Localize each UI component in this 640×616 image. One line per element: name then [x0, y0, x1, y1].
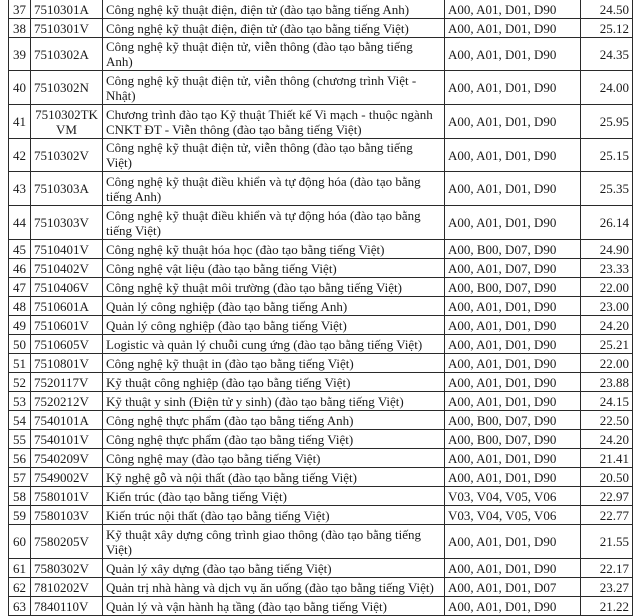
- table-row: [9, 525, 633, 559]
- major-name-cell: Chương trình đào tạo Kỹ thuật Thiết kế Vi mạch - thuộc ngành CNKT ĐT - Viễn thông (đào tạo bằng tiếng Việt): [103, 105, 445, 139]
- major-name-cell: Kỹ thuật xây dựng công trình giao thông (đào tạo bằng tiếng Việt): [103, 525, 445, 559]
- major-name-cell: Công nghệ kỹ thuật điện, điện tử (đào tạo bằng tiếng Anh): [103, 0, 445, 19]
- row-number-cell: 58: [9, 487, 31, 506]
- subject-combination-cell: A00, A01, D01, D90: [445, 525, 581, 559]
- cutoff-score-cell: 22.77: [581, 506, 633, 525]
- major-code-cell: 7510302N: [31, 71, 103, 105]
- subject-combination-cell: A00, A01, D01, D90: [445, 354, 581, 373]
- table-row: [9, 411, 633, 430]
- major-code-cell: 7510303A: [31, 172, 103, 206]
- cutoff-score-cell: 26.14: [581, 206, 633, 240]
- table-row: [9, 38, 633, 71]
- major-code-cell: 7549002V: [31, 468, 103, 487]
- major-code-cell: 7510301A: [31, 0, 103, 19]
- row-number-cell: 44: [9, 206, 31, 240]
- table-row: [9, 105, 633, 139]
- major-name-cell: Công nghệ kỹ thuật điều khiển và tự động hóa (đào tạo bằng tiếng Anh): [103, 172, 445, 206]
- major-name-cell: Quản trị nhà hàng và dịch vụ ăn uống (đào tạo bằng tiếng Việt): [103, 578, 445, 597]
- row-number-cell: 41: [9, 105, 31, 139]
- table-row: [9, 278, 633, 297]
- subject-combination-cell: A00, B00, D07, D90: [445, 430, 581, 449]
- subject-combination-cell: A00, A01, D01, D90: [445, 105, 581, 139]
- table-row: [9, 392, 633, 411]
- cutoff-score-cell: 25.35: [581, 172, 633, 206]
- major-code-cell: 7580101V: [31, 487, 103, 506]
- major-name-cell: Công nghệ kỹ thuật điện tử, viễn thông (đào tạo bằng tiếng Việt): [103, 139, 445, 172]
- subject-combination-cell: A00, A01, D01, D90: [445, 559, 581, 578]
- row-number-cell: 45: [9, 240, 31, 259]
- major-code-cell: 7510302A: [31, 38, 103, 71]
- major-name-cell: Công nghệ thực phẩm (đào tạo bằng tiếng Anh): [103, 411, 445, 430]
- table-row: [9, 0, 633, 19]
- row-number-cell: 61: [9, 559, 31, 578]
- subject-combination-cell: A00, A01, D01, D90: [445, 19, 581, 38]
- table-row: [9, 559, 633, 578]
- major-code-cell: 7520212V: [31, 392, 103, 411]
- cutoff-score-cell: 22.00: [581, 354, 633, 373]
- major-code-cell: 7840110V: [31, 597, 103, 616]
- subject-combination-cell: A00, A01, D01, D07: [445, 578, 581, 597]
- major-code-cell: 7580302V: [31, 559, 103, 578]
- major-code-cell: 7510601V: [31, 316, 103, 335]
- cutoff-score-cell: 20.50: [581, 468, 633, 487]
- major-name-cell: Kiến trúc (đào tạo bằng tiếng Việt): [103, 487, 445, 506]
- cutoff-score-cell: 22.97: [581, 487, 633, 506]
- row-number-cell: 56: [9, 449, 31, 468]
- row-number-cell: 47: [9, 278, 31, 297]
- major-code-cell: 7540209V: [31, 449, 103, 468]
- subject-combination-cell: A00, A01, D07, D90: [445, 259, 581, 278]
- cutoff-score-cell: 21.41: [581, 449, 633, 468]
- major-code-cell: 7810202V: [31, 578, 103, 597]
- major-code-cell: 7540101A: [31, 411, 103, 430]
- row-number-cell: 53: [9, 392, 31, 411]
- cutoff-score-cell: 22.17: [581, 559, 633, 578]
- subject-combination-cell: A00, A01, D01, D90: [445, 597, 581, 616]
- major-code-cell: 7520117V: [31, 373, 103, 392]
- cutoff-score-cell: 23.33: [581, 259, 633, 278]
- major-code-cell: 7510601A: [31, 297, 103, 316]
- major-code-cell: 7510302TK VM: [31, 105, 103, 139]
- cutoff-score-cell: 21.22: [581, 597, 633, 616]
- subject-combination-cell: A00, A01, D01, D90: [445, 139, 581, 172]
- table-row: [9, 578, 633, 597]
- row-number-cell: 48: [9, 297, 31, 316]
- table-row: [9, 335, 633, 354]
- table-row: [9, 597, 633, 616]
- row-number-cell: 40: [9, 71, 31, 105]
- major-name-cell: Logistic và quản lý chuỗi cung ứng (đào tạo bằng tiếng Việt): [103, 335, 445, 354]
- subject-combination-cell: A00, A01, D01, D90: [445, 206, 581, 240]
- row-number-cell: 49: [9, 316, 31, 335]
- major-code-cell: 7510302V: [31, 139, 103, 172]
- row-number-cell: 38: [9, 19, 31, 38]
- subject-combination-cell: V03, V04, V05, V06: [445, 487, 581, 506]
- cutoff-score-cell: 22.00: [581, 278, 633, 297]
- major-name-cell: Quản lý công nghiệp (đào tạo bằng tiếng Anh): [103, 297, 445, 316]
- major-code-cell: 7580205V: [31, 525, 103, 559]
- cutoff-score-cell: 23.27: [581, 578, 633, 597]
- major-code-cell: 7510801V: [31, 354, 103, 373]
- subject-combination-cell: A00, A01, D01, D90: [445, 316, 581, 335]
- table-row: [9, 449, 633, 468]
- row-number-cell: 59: [9, 506, 31, 525]
- table-row: [9, 430, 633, 449]
- major-name-cell: Công nghệ may (đào tạo bằng tiếng Việt): [103, 449, 445, 468]
- major-code-cell: 7540101V: [31, 430, 103, 449]
- subject-combination-cell: A00, B00, D07, D90: [445, 240, 581, 259]
- subject-combination-cell: A00, A01, D01, D90: [445, 373, 581, 392]
- major-name-cell: Quản lý và vận hành hạ tầng (đào tạo bằng tiếng Việt): [103, 597, 445, 616]
- table-row: [9, 139, 633, 172]
- row-number-cell: 37: [9, 0, 31, 19]
- major-code-cell: 7510301V: [31, 19, 103, 38]
- subject-combination-cell: A00, A01, D01, D90: [445, 468, 581, 487]
- major-code-cell: 7510406V: [31, 278, 103, 297]
- admission-scores-table: [8, 0, 633, 616]
- cutoff-score-cell: 23.88: [581, 373, 633, 392]
- row-number-cell: 52: [9, 373, 31, 392]
- row-number-cell: 50: [9, 335, 31, 354]
- table-body: [9, 0, 633, 616]
- cutoff-score-cell: 24.90: [581, 240, 633, 259]
- subject-combination-cell: A00, A01, D01, D90: [445, 38, 581, 71]
- cutoff-score-cell: 24.20: [581, 316, 633, 335]
- table-row: [9, 487, 633, 506]
- subject-combination-cell: A00, B00, D07, D90: [445, 411, 581, 430]
- table-row: [9, 316, 633, 335]
- major-name-cell: Công nghệ kỹ thuật điện tử, viễn thông (đào tạo bằng tiếng Anh): [103, 38, 445, 71]
- major-name-cell: Công nghệ kỹ thuật điện tử, viễn thông (chương trình Việt - Nhật): [103, 71, 445, 105]
- major-name-cell: Công nghệ kỹ thuật in (đào tạo bằng tiếng Việt): [103, 354, 445, 373]
- subject-combination-cell: A00, A01, D01, D90: [445, 71, 581, 105]
- major-name-cell: Công nghệ thực phẩm (đào tạo bằng tiếng Việt): [103, 430, 445, 449]
- table-row: [9, 468, 633, 487]
- table-row: [9, 259, 633, 278]
- row-number-cell: 46: [9, 259, 31, 278]
- major-name-cell: Công nghệ kỹ thuật môi trường (đào tạo bằng tiếng Việt): [103, 278, 445, 297]
- major-name-cell: Kỹ nghệ gỗ và nội thất (đào tạo bằng tiếng Việt): [103, 468, 445, 487]
- row-number-cell: 43: [9, 172, 31, 206]
- major-code-cell: 7510401V: [31, 240, 103, 259]
- major-name-cell: Kỹ thuật y sinh (Điện tử y sinh) (đào tạo bằng tiếng Việt): [103, 392, 445, 411]
- row-number-cell: 62: [9, 578, 31, 597]
- major-name-cell: Công nghệ kỹ thuật hóa học (đào tạo bằng tiếng Việt): [103, 240, 445, 259]
- major-name-cell: Kiến trúc nội thất (đào tạo bằng tiếng Việt): [103, 506, 445, 525]
- row-number-cell: 39: [9, 38, 31, 71]
- major-name-cell: Kỹ thuật công nghiệp (đào tạo bằng tiếng Việt): [103, 373, 445, 392]
- cutoff-score-cell: 24.00: [581, 71, 633, 105]
- row-number-cell: 63: [9, 597, 31, 616]
- major-code-cell: 7510303V: [31, 206, 103, 240]
- major-code-cell: 7510402V: [31, 259, 103, 278]
- major-name-cell: Công nghệ vật liệu (đào tạo bằng tiếng Việt): [103, 259, 445, 278]
- subject-combination-cell: A00, A01, D01, D90: [445, 0, 581, 19]
- cutoff-score-cell: 25.12: [581, 19, 633, 38]
- subject-combination-cell: A00, A01, D01, D90: [445, 392, 581, 411]
- table-row: [9, 71, 633, 105]
- cutoff-score-cell: 25.95: [581, 105, 633, 139]
- row-number-cell: 54: [9, 411, 31, 430]
- table-row: [9, 19, 633, 38]
- subject-combination-cell: V03, V04, V05, V06: [445, 506, 581, 525]
- subject-combination-cell: A00, A01, D01, D90: [445, 297, 581, 316]
- row-number-cell: 57: [9, 468, 31, 487]
- cutoff-score-cell: 23.00: [581, 297, 633, 316]
- subject-combination-cell: A00, A01, D01, D90: [445, 449, 581, 468]
- cutoff-score-cell: 25.21: [581, 335, 633, 354]
- table-row: [9, 354, 633, 373]
- subject-combination-cell: A00, B00, D07, D90: [445, 278, 581, 297]
- table-row: [9, 297, 633, 316]
- major-name-cell: Công nghệ kỹ thuật điện, điện tử (đào tạo bằng tiếng Việt): [103, 19, 445, 38]
- cutoff-score-cell: 21.55: [581, 525, 633, 559]
- cutoff-score-cell: 24.50: [581, 0, 633, 19]
- major-code-cell: 7580103V: [31, 506, 103, 525]
- table-row: [9, 506, 633, 525]
- cutoff-score-cell: 25.15: [581, 139, 633, 172]
- row-number-cell: 55: [9, 430, 31, 449]
- row-number-cell: 60: [9, 525, 31, 559]
- table-row: [9, 373, 633, 392]
- major-name-cell: Công nghệ kỹ thuật điều khiển và tự động hóa (đào tạo bằng tiếng Việt): [103, 206, 445, 240]
- table-row: [9, 172, 633, 206]
- major-name-cell: Quản lý xây dựng (đào tạo bằng tiếng Việt): [103, 559, 445, 578]
- table-row: [9, 240, 633, 259]
- cutoff-score-cell: 22.50: [581, 411, 633, 430]
- cutoff-score-cell: 24.15: [581, 392, 633, 411]
- table-row: [9, 206, 633, 240]
- subject-combination-cell: A00, A01, D01, D90: [445, 335, 581, 354]
- cutoff-score-cell: 24.35: [581, 38, 633, 71]
- major-name-cell: Quản lý công nghiệp (đào tạo bằng tiếng Việt): [103, 316, 445, 335]
- subject-combination-cell: A00, A01, D01, D90: [445, 172, 581, 206]
- major-code-cell: 7510605V: [31, 335, 103, 354]
- row-number-cell: 42: [9, 139, 31, 172]
- row-number-cell: 51: [9, 354, 31, 373]
- cutoff-score-cell: 24.20: [581, 430, 633, 449]
